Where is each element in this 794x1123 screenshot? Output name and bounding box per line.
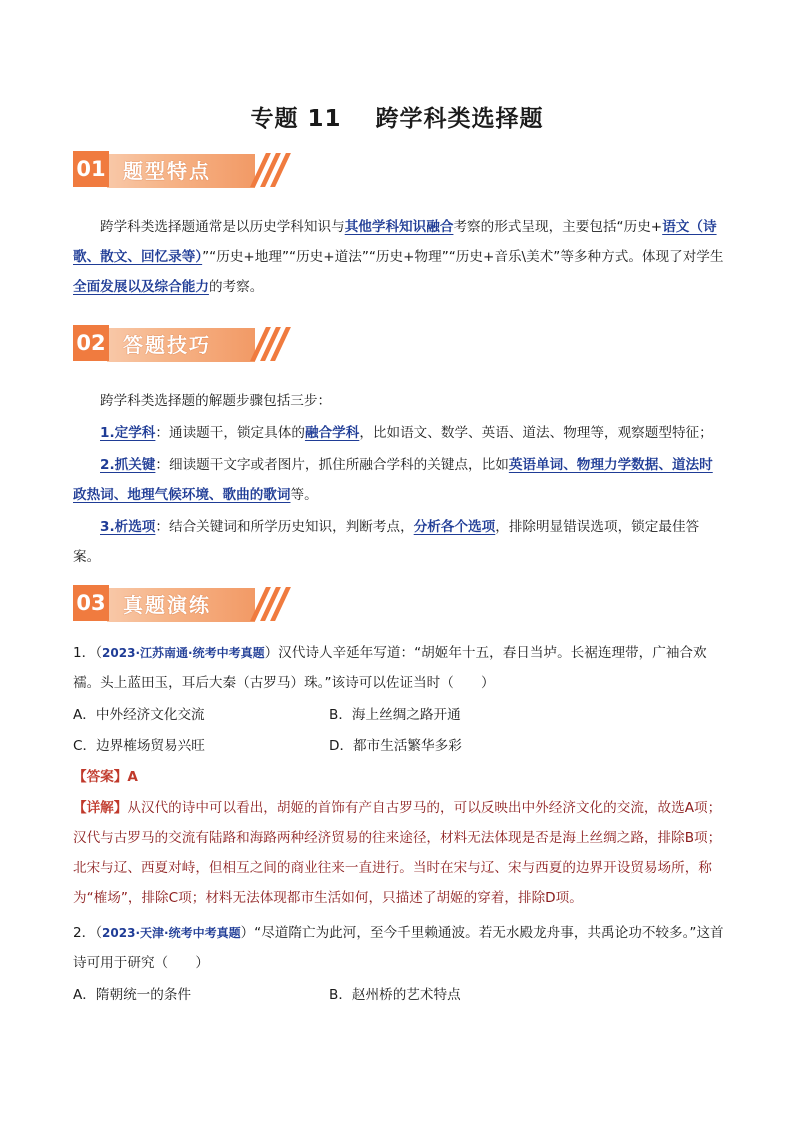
question-1-options-row-1 [73,700,725,730]
tips-intro: 跨学科类选择题的解题步骤包括三步： [100,393,332,409]
tip-step-3: 3.析选项：结合关键词和所学历史知识，判断考点，分析各个选项，排除明显错误选项，锁定最佳答案。 [73,519,700,565]
section-title: 答题技巧 [123,333,211,357]
option-a: A．中外经济文化交流 [73,707,205,723]
features-paragraph: 跨学科类选择题通常是以历史学科知识与其他学科知识融合考察的形式呈现，主要包括“历史+语文（诗歌、散文、回忆录等）”“历史+地理”“历史+道法”“历史+物理”“历史+音乐\美术”等多种方式。体现了对学生全面发展以及综合能力的考察。 [73,219,724,295]
option-d: D．都市生活繁华多彩 [329,738,462,754]
tip-step-1: 1.定学科：通读题干，锁定具体的融合学科，比如语文、数学、英语、道法、物理等，观察题型特征； [100,425,713,441]
section-header-features [73,151,273,191]
section-title: 题型特点 [123,159,211,183]
question-2-stem: 2．（2023·天津·统考中考真题）“尽道隋亡为此河，至今千里赖通波。若无水殿龙舟事，共禹论功不较多。”这首诗可用于研究（ ） [73,925,724,971]
section-number: 01 [73,151,109,187]
title-topic-number: 专题 11 [250,106,342,132]
page-title [0,100,794,133]
option-b: B．海上丝绸之路开通 [329,707,461,723]
option-b: B．赵州桥的艺术特点 [329,987,461,1003]
question-source: 2023·江苏南通·统考中考真题 [102,646,265,660]
question-1-answer: 【答案】A [73,769,138,785]
question-2-options-row-1 [73,980,725,1010]
section-number: 03 [73,585,109,621]
tip-step-2: 2.抓关键：细读题干文字或者图片，抓住所融合学科的关键点，比如英语单词、物理力学数据、道法时政热词、地理气候环境、歌曲的歌词等。 [73,457,713,503]
question-1-stem: 1．（2023·江苏南通·统考中考真题）汉代诗人辛延年写道：“胡姬年十五，春日当垆。长裾连理带，广袖合欢襦。头上蓝田玉，耳后大秦（古罗马）珠。”该诗可以佐证当时（ ） [73,645,707,691]
question-source: 2023·天津·统考中考真题 [102,926,241,940]
option-a: A．隋朝统一的条件 [73,987,192,1003]
option-c: C．边界榷场贸易兴旺 [73,738,205,754]
section-header-tips [73,325,273,365]
section-header-practice [73,585,273,625]
title-topic-name: 跨学科类选择题 [375,106,544,132]
section-number: 02 [73,325,109,361]
section-title: 真题演练 [123,593,211,617]
question-1-options-row-2 [73,731,725,761]
question-1-detail: 【详解】从汉代的诗中可以看出，胡姬的首饰有产自古罗马的，可以反映出中外经济文化的交流，故选A项；汉代与古罗马的交流有陆路和海路两种经济贸易的往来途径，材料无法体现是否是海上丝绸之路，排除B项；北宋与辽、西夏对峙，但相互之间的商业往来一直进行。当时在宋与辽、宋与西夏的边界开设贸易场所，称为“榷场”，排除C项；材料无法体现都市生活如何，只描述了胡姬的穿着，排除D项。 [73,800,722,906]
